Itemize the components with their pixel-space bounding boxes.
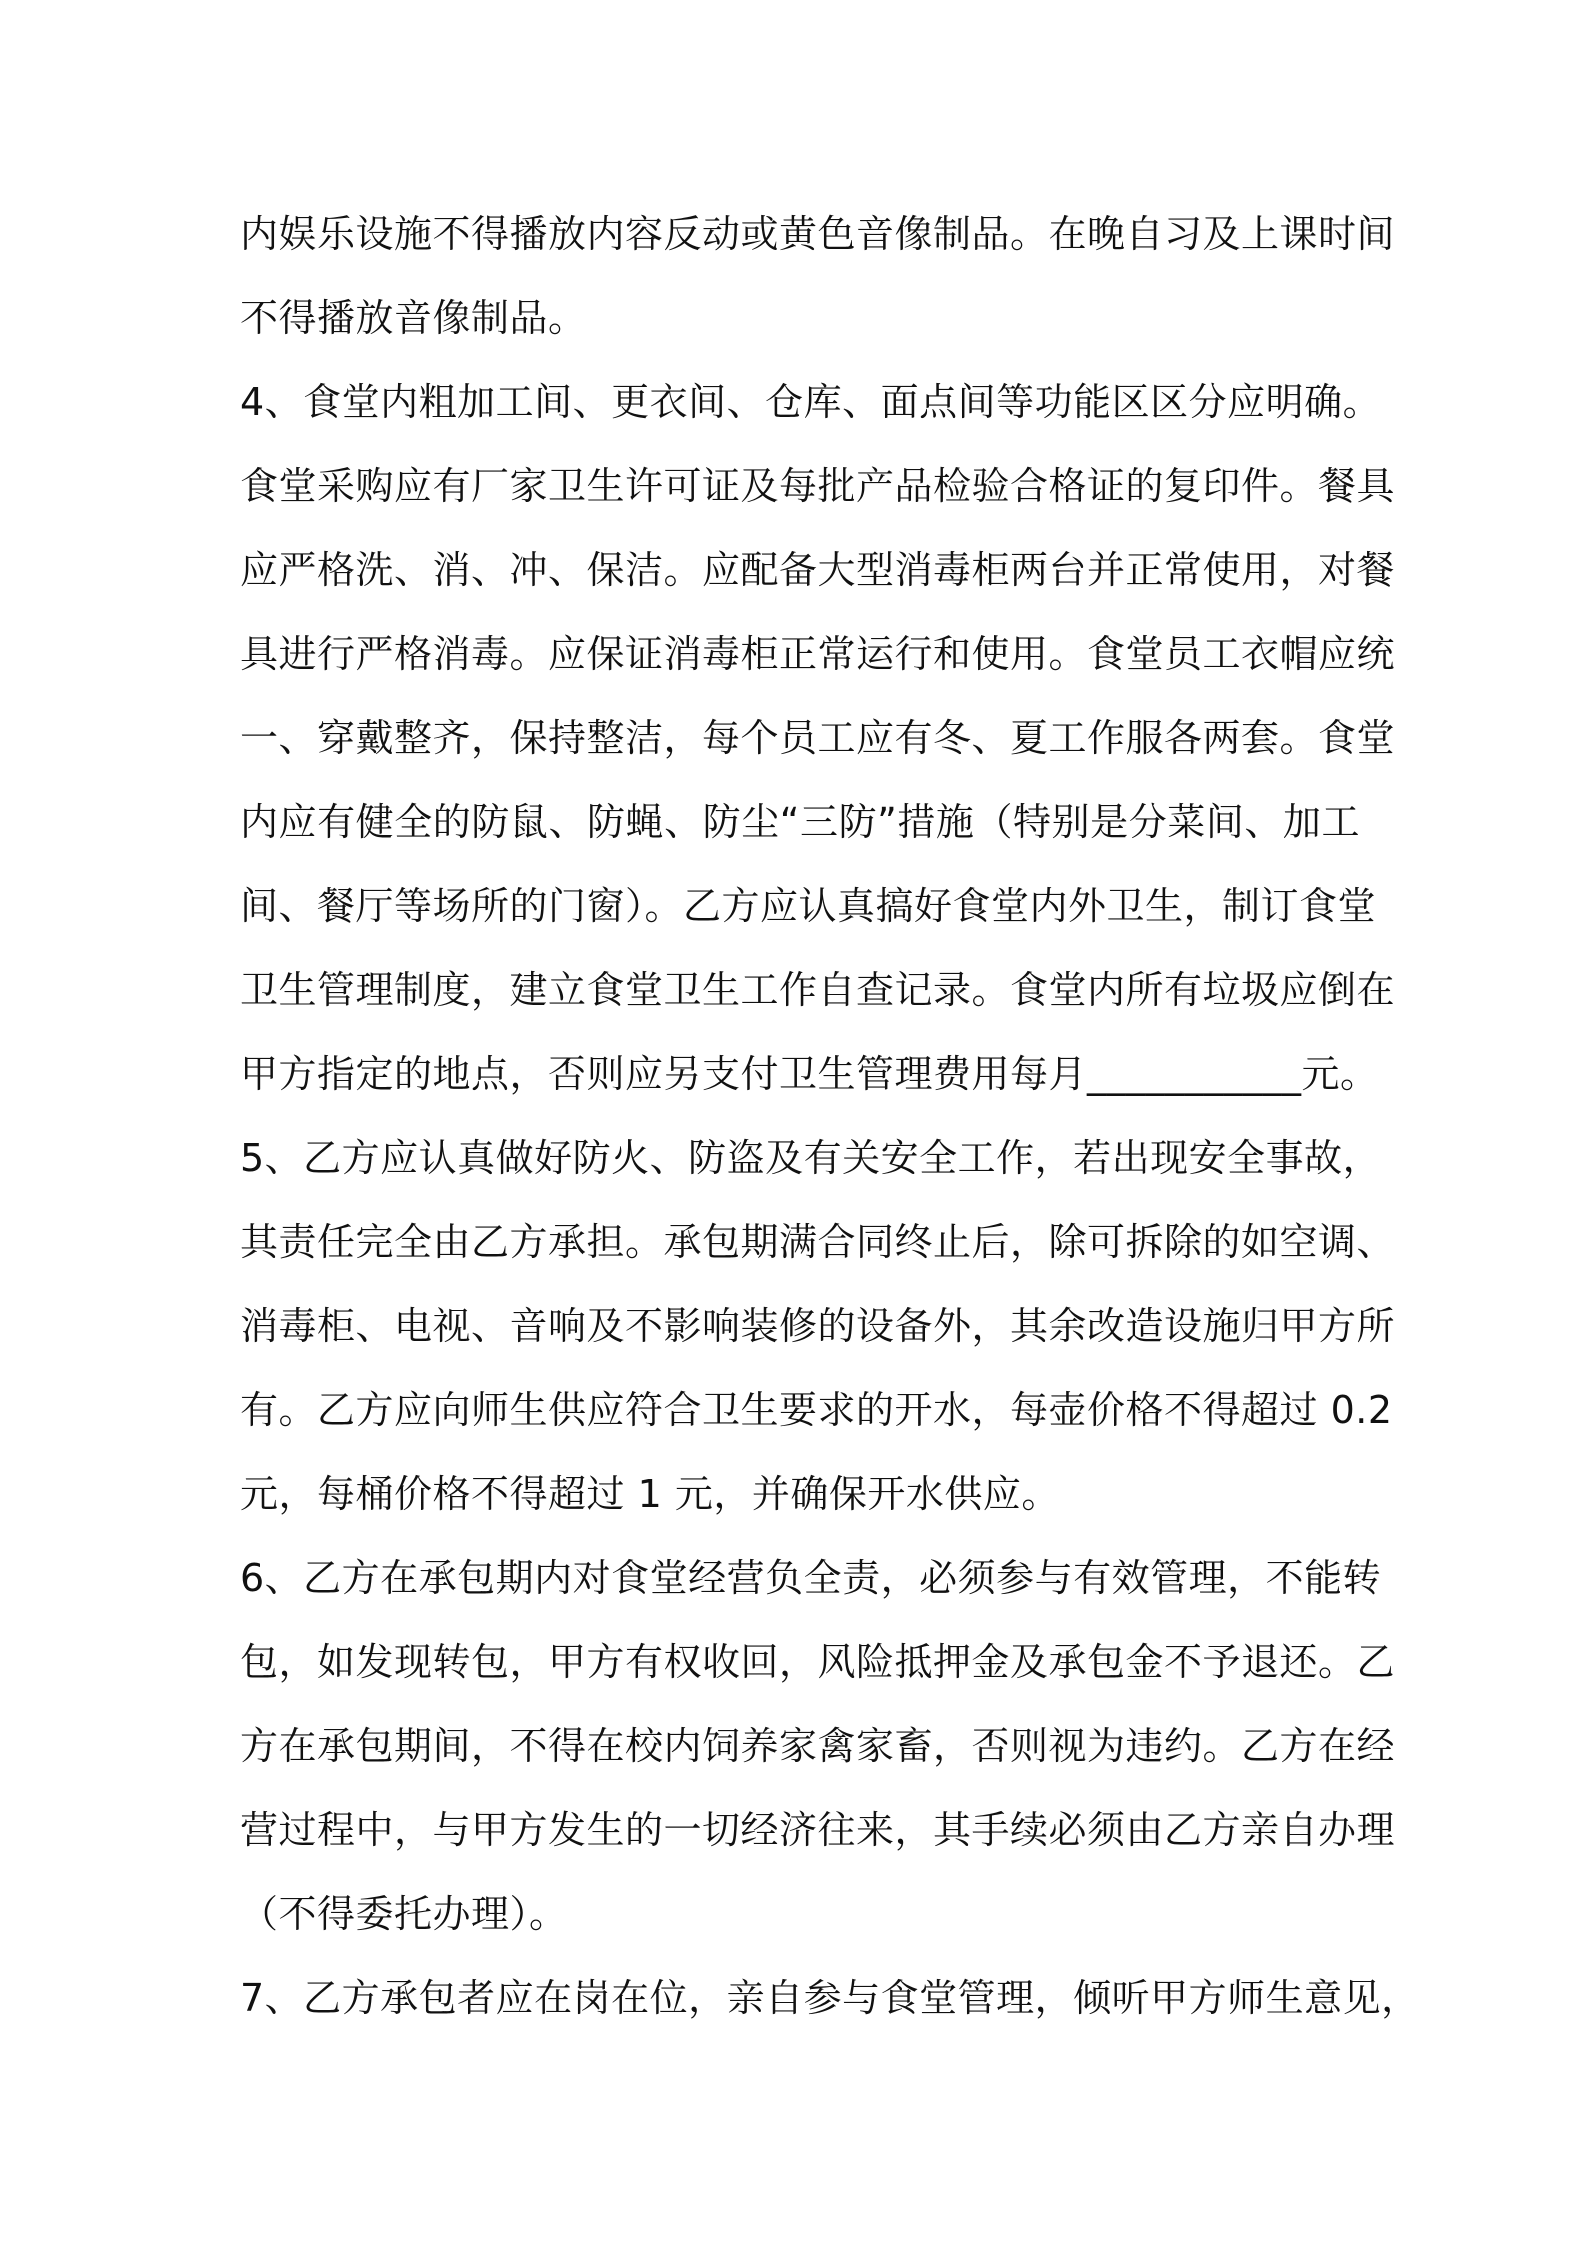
text-line: 元，每桶价格不得超过 1 元，并确保开水供应。 (240, 1472, 1060, 1516)
text-line: 卫生管理制度，建立食堂卫生工作自查记录。食堂内所有垃圾应倒在 (240, 968, 1396, 1012)
text-line: 间、餐厅等场所的门窗）。乙方应认真搞好食堂内外卫生，制订食堂 (240, 884, 1377, 928)
text-line: 一、穿戴整齐，保持整洁，每个员工应有冬、夏工作服各两套。食堂 (240, 716, 1396, 760)
text-line: 7、乙方承包者应在岗在位，亲自参与食堂管理，倾听甲方师生意见， (240, 1976, 1420, 2020)
text-line: 4、食堂内粗加工间、更衣间、仓库、面点间等功能区区分应明确。 (240, 380, 1382, 424)
text-line: 5、乙方应认真做好防火、防盗及有关安全工作，若出现安全事故， (240, 1136, 1382, 1180)
text-line: 食堂采购应有厂家卫生许可证及每批产品检验合格证的复印件。餐具 (240, 464, 1396, 508)
text-line: 内娱乐设施不得播放内容反动或黄色音像制品。在晚自习及上课时间 (240, 212, 1396, 256)
text-line: 消毒柜、电视、音响及不影响装修的设备外，其余改造设施归甲方所 (240, 1304, 1396, 1348)
text-line: 营过程中，与甲方发生的一切经济往来，其手续必须由乙方亲自办理 (240, 1808, 1396, 1852)
text-line: 方在承包期间，不得在校内饲养家禽家畜，否则视为违约。乙方在经 (240, 1724, 1396, 1768)
text-line: 内应有健全的防鼠、防蝇、防尘“三防”措施（特别是分菜间、加工 (240, 800, 1360, 844)
text-line: 6、乙方在承包期内对食堂经营负全责，必须参与有效管理，不能转 (240, 1556, 1382, 1600)
text-line: （不得委托办理）。 (240, 1892, 568, 1936)
text-line: 甲方指定的地点，否则应另支付卫生管理费用每月___________元。 (240, 1052, 1379, 1096)
text-line: 其责任完全由乙方承担。承包期满合同终止后，除可拆除的如空调、 (240, 1220, 1396, 1264)
text-line: 应严格洗、消、冲、保洁。应配备大型消毒柜两台并正常使用，对餐 (240, 548, 1396, 592)
text-line: 不得播放音像制品。 (240, 296, 587, 340)
text-line: 具进行严格消毒。应保证消毒柜正常运行和使用。食堂员工衣帽应统 (240, 632, 1396, 676)
text-line: 有。乙方应向师生供应符合卫生要求的开水，每壶价格不得超过 0.2 (240, 1388, 1393, 1432)
text-line: 包，如发现转包，甲方有权收回，风险抵押金及承包金不予退还。乙 (240, 1640, 1396, 1684)
contract-body-text (240, 192, 1420, 2040)
